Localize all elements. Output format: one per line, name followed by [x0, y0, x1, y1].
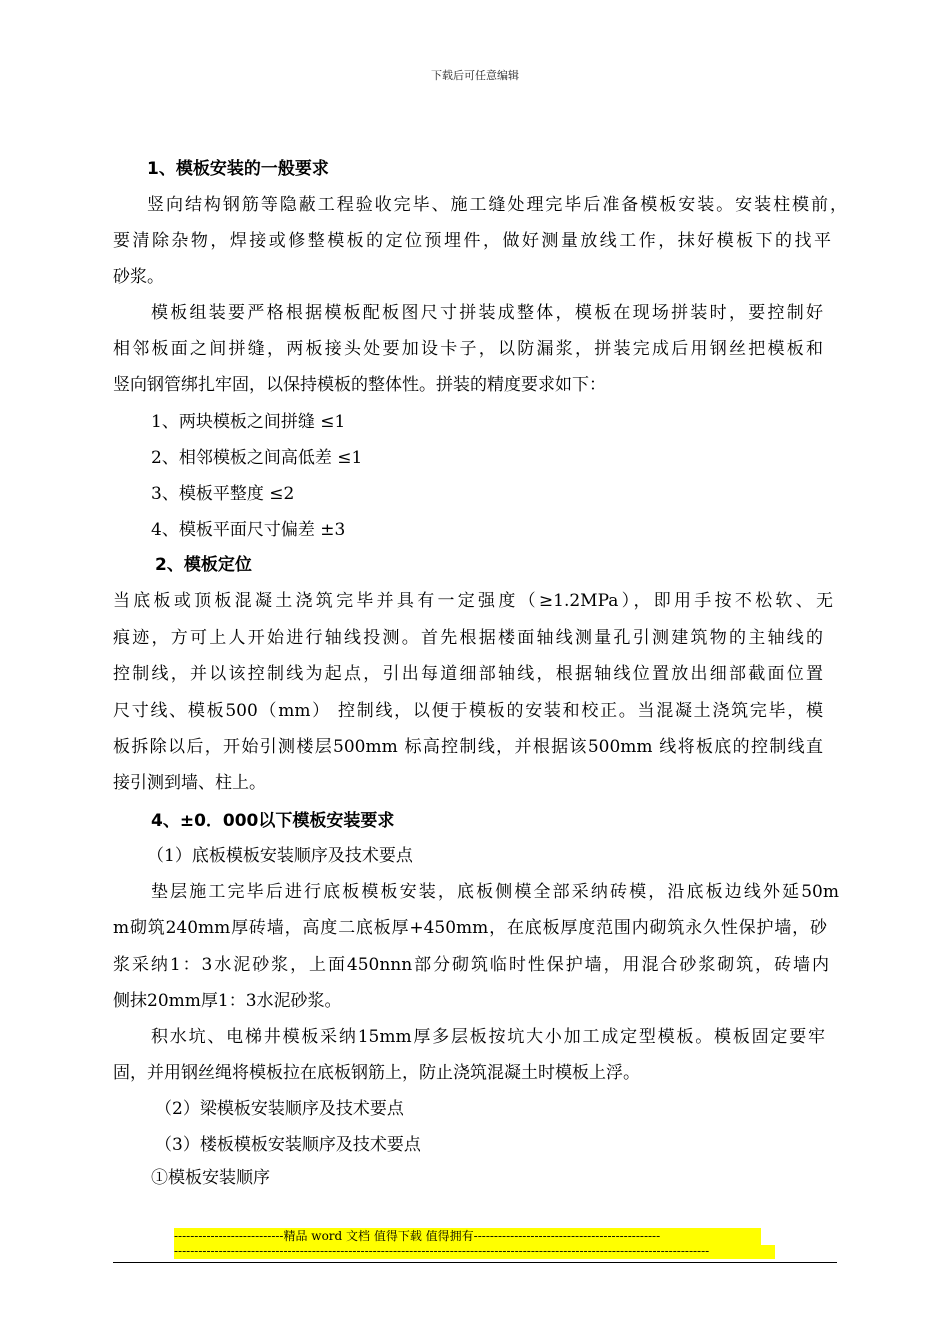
subsection-heading: （1）底板模板安装顺序及技术要点 [147, 846, 413, 866]
paragraph-line: 相邻板面之间拼缝，两板接头处要加设卡子，以防漏浆，拼装完成后用钢丝把模板和 [113, 339, 823, 359]
paragraph-line: 浆采纳1：3水泥砂浆，上面450nnn部分砌筑临时性保护墙，用混合砂浆砌筑，砖墙内 [113, 955, 829, 975]
paragraph-line: 竖向钢管绑扎牢固，以保持模板的整体性。拼装的精度要求如下： [113, 375, 606, 395]
paragraph-line: 痕迹，方可上人开始进行轴线投测。首先根据楼面轴线测量孔引测建筑物的主轴线的 [113, 628, 823, 648]
paragraph-line: 板拆除以后，开始引测楼层500mm 标高控制线，并根据该500mm 线将板底的控制线直 [113, 737, 823, 757]
section-heading-2: 2、模板定位 [155, 555, 252, 575]
paragraph-line: 垫层施工完毕后进行底板模板安装，底板侧模全部采纳砖模，沿底板边线外延50m [151, 882, 839, 902]
paragraph-line: 模板组装要严格根据模板配板图尺寸拼装成整体，模板在现场拼装时，要控制好 [151, 303, 823, 323]
paragraph-line: 固，并用钢丝绳将模板拉在底板钢筋上，防止浇筑混凝土时模板上浮。 [113, 1063, 640, 1083]
subsection-heading: （3）楼板模板安装顺序及技术要点 [155, 1135, 421, 1155]
paragraph-line: 要清除杂物，焊接或修整模板的定位预埋件，做好测量放线工作，抹好模板下的找平 [113, 231, 831, 251]
paragraph-line: 控制线，并以该控制线为起点，引出每道细部轴线，根据轴线位置放出细部截面位置 [113, 664, 823, 684]
paragraph-line: 竖向结构钢筋等隐蔽工程验收完毕、施工缝处理完毕后准备模板安装。安装柱模前， [147, 195, 847, 215]
paragraph-line: 砂浆。 [113, 267, 164, 287]
paragraph-line: 当底板或顶板混凝土浇筑完毕并具有一定强度（≥1.2MPa），即用手按不松软、无 [113, 591, 833, 611]
list-item: 3、模板平整度 ≤2 [151, 484, 295, 504]
paragraph-line: m砌筑240mm厚砖墙，高度二底板厚+450mm，在底板厚度范围内砌筑永久性保护墙，砂 [113, 918, 827, 938]
list-item: 4、模板平面尺寸偏差 ±3 [151, 520, 346, 540]
paragraph-line: 积水坑、电梯井模板采纳15mm厚多层板按坑大小加工成定型模板。模板固定要牢 [151, 1027, 825, 1047]
footer-banner: ---------------------------精品 word 文档 值得下载 值得拥有---------------------------------------------- [174, 1228, 761, 1245]
footer-divider [113, 1262, 837, 1263]
paragraph-line: 侧抹20mm厚1：3水泥砂浆。 [113, 991, 342, 1011]
list-item: 2、相邻模板之间高低差 ≤1 [151, 448, 363, 468]
section-heading-1: 1、模板安装的一般要求 [147, 159, 329, 179]
paragraph-line: 接引测到墙、柱上。 [113, 773, 266, 793]
paragraph-line: 尺寸线、模板500（mm） 控制线，以便于模板的安装和校正。当混凝土浇筑完毕，模 [113, 701, 823, 721]
footer-dashes: ------------------------------------------------------------------------------------------------------------------------------------ [174, 1245, 775, 1259]
subsection-heading: ①模板安装顺序 [151, 1168, 270, 1188]
section-heading-4: 4、±0．000以下模板安装要求 [151, 811, 395, 831]
page-header: 下载后可任意编辑 [431, 69, 519, 82]
list-item: 1、两块模板之间拼缝 ≤1 [151, 412, 346, 432]
subsection-heading: （2）梁模板安装顺序及技术要点 [155, 1099, 404, 1119]
